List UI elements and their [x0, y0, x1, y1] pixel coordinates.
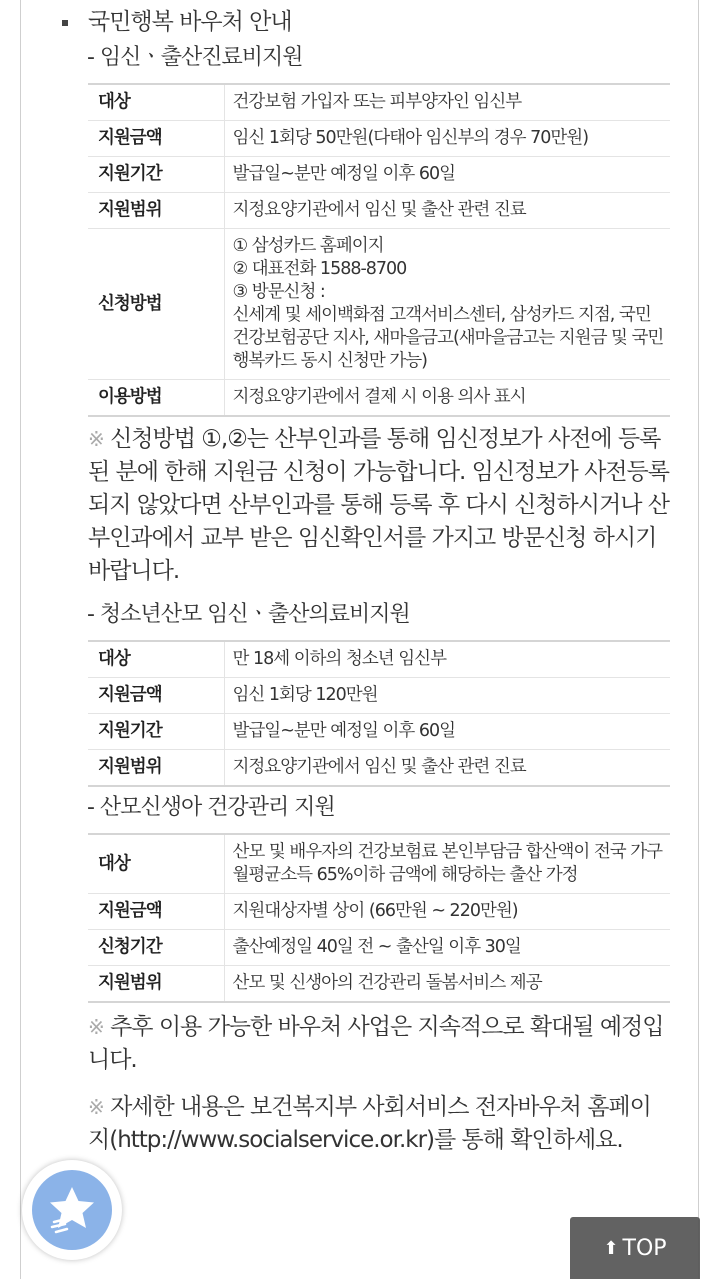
row-label: 지원금액	[88, 678, 224, 714]
row-label: 신청방법	[88, 229, 224, 380]
table-row	[88, 678, 670, 714]
row-value: 건강보험 가입자 또는 피부양자인 임신부	[224, 84, 670, 121]
pregnancy-info-table	[88, 83, 670, 417]
row-label: 대상	[88, 84, 224, 121]
row-label: 이용방법	[88, 380, 224, 417]
table-row	[88, 229, 670, 380]
row-label: 신청기간	[88, 930, 224, 966]
apply-method-line: ② 대표전화 1588-8700	[232, 259, 407, 279]
note-mark: ※	[88, 427, 104, 451]
more-info-note	[88, 1091, 670, 1157]
favorite-button-face	[32, 1170, 112, 1250]
expand-note	[88, 1011, 670, 1077]
note-mark: ※	[88, 1095, 104, 1119]
star-icon	[32, 1170, 112, 1250]
row-label: 지원금액	[88, 894, 224, 930]
row-label: 지원기간	[88, 714, 224, 750]
table-row	[88, 834, 670, 894]
row-label: 지원기간	[88, 157, 224, 193]
row-label: 지원범위	[88, 750, 224, 787]
row-label: 대상	[88, 834, 224, 894]
page-title: 국민행복 바우처 안내	[60, 6, 670, 38]
apply-note-text: 신청방법 ①,②는 산부인과를 통해 임신정보가 사전에 등록된 분에 한해 지원금 신청이 가능합니다. 임신정보가 사전등록 되지 않았다면 산부인과를 통해 등록 후 다시 신청하시거나 산부인과에서 교부 받은 임신확인서를 가지고 방문신청 하시기 바랍니다.	[88, 426, 669, 584]
table-row	[88, 714, 670, 750]
row-value: 산모 및 배우자의 건강보험료 본인부담금 합산액이 전국 가구 월평균소득 65%이하 금액에 해당하는 출산 가정	[224, 834, 670, 894]
table-row	[88, 750, 670, 787]
table-row	[88, 157, 670, 193]
apply-method-line: 신세계 및 세이백화점 고객서비스센터, 삼성카드 지점, 국민건강보험공단 지사, 새마을금고(새마을금고는 지원금 및 국민행복카드 동시 신청만 가능)	[232, 305, 664, 371]
table-row	[88, 894, 670, 930]
expand-note-text: 추후 이용 가능한 바우처 사업은 지속적으로 확대될 예정입니다.	[88, 1014, 664, 1073]
row-value: 발급일~분만 예정일 이후 60일	[224, 157, 670, 193]
bullet-icon	[62, 20, 68, 26]
row-label: 지원금액	[88, 121, 224, 157]
row-value: 발급일~분만 예정일 이후 60일	[224, 714, 670, 750]
table-row	[88, 930, 670, 966]
table-row	[88, 380, 670, 417]
row-label: 지원범위	[88, 966, 224, 1003]
row-value: 임신 1회당 120만원	[224, 678, 670, 714]
apply-method-line: ① 삼성카드 홈페이지	[232, 236, 384, 256]
row-label: 대상	[88, 641, 224, 678]
table-row	[88, 121, 670, 157]
row-value-multiline	[224, 229, 670, 380]
table-row	[88, 193, 670, 229]
section-title-pregnancy: - 임신ㆍ출산진료비지원	[87, 45, 303, 70]
table-row	[88, 84, 670, 121]
newborn-info-table	[88, 833, 670, 1003]
row-value: 지정요양기관에서 임신 및 출산 관련 진료	[224, 750, 670, 787]
scroll-top-button[interactable]	[570, 1217, 700, 1279]
apply-method-line: ③ 방문신청 :	[232, 282, 325, 302]
scroll-top-label: TOP	[622, 1235, 667, 1261]
apply-note	[88, 423, 670, 588]
favorite-button[interactable]	[22, 1160, 122, 1260]
row-value: 지원대상자별 상이 (66만원 ~ 220만원)	[224, 894, 670, 930]
note-mark: ※	[88, 1015, 104, 1039]
row-value: 임신 1회당 50만원(다태아 임신부의 경우 70만원)	[224, 121, 670, 157]
row-value: 출산예정일 40일 전 ~ 출산일 이후 30일	[224, 930, 670, 966]
row-label: 지원범위	[88, 193, 224, 229]
table-row	[88, 966, 670, 1003]
arrow-up-icon: ⬆	[603, 1237, 619, 1259]
row-value: 산모 및 신생아의 건강관리 돌봄서비스 제공	[224, 966, 670, 1003]
teen-info-table	[88, 640, 670, 787]
row-value: 지정요양기관에서 결제 시 이용 의사 표시	[224, 380, 670, 417]
more-info-note-text: 자세한 내용은 보건복지부 사회서비스 전자바우처 홈페이지(http://www.socialservice.or.kr)를 통해 확인하세요.	[88, 1094, 651, 1153]
section-title-newborn: - 산모신생아 건강관리 지원	[87, 795, 335, 820]
table-row	[88, 641, 670, 678]
section-title-teen: - 청소년산모 임신ㆍ출산의료비지원	[87, 602, 410, 627]
voucher-content	[60, 6, 670, 1157]
row-value: 지정요양기관에서 임신 및 출산 관련 진료	[224, 193, 670, 229]
row-value: 만 18세 이하의 청소년 임신부	[224, 641, 670, 678]
